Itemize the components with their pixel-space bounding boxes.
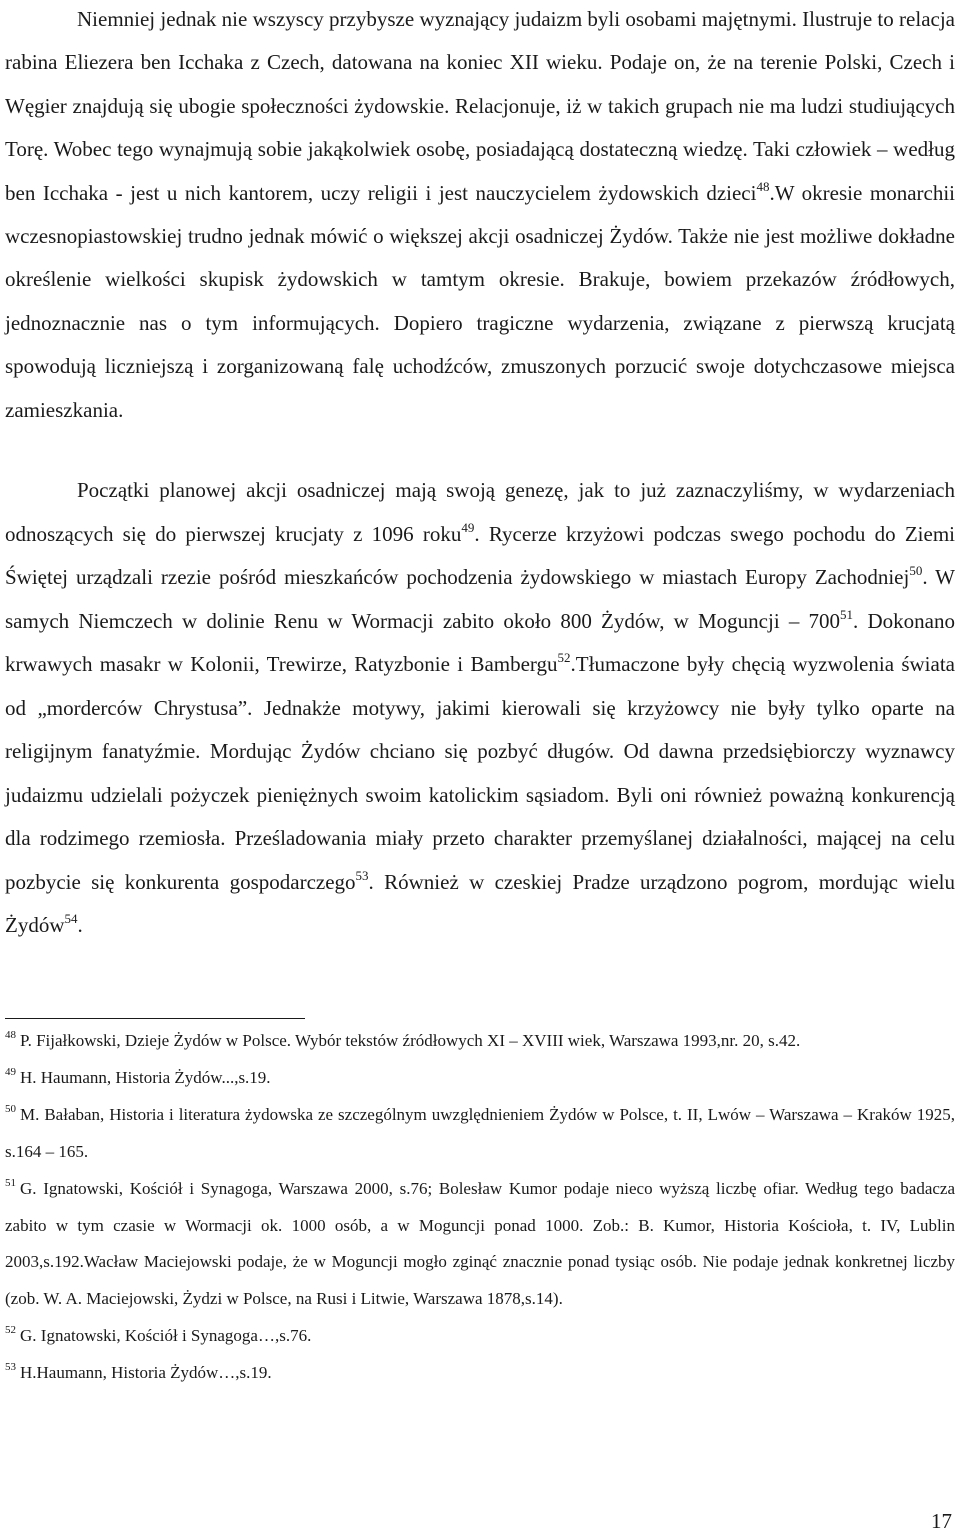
footnote-text: P. Fijałkowski, Dzieje Żydów w Polsce. Wybór tekstów źródłowych XI – XVIII wiek, Warszawa 1993,nr. 20, s.42. bbox=[20, 1031, 801, 1050]
footnote-number: 51 bbox=[5, 1176, 16, 1189]
footnote-reference[interactable]: 48 bbox=[756, 178, 770, 194]
footnote-text: G. Ignatowski, Kościół i Synagoga, Warszawa 2000, s.76; Bolesław Kumor podaje nieco wyższą liczbę ofiar. Według tego badacza zabito w tym czasie w Wormacji ok. 1000 osób, a w Moguncji ponad 1000. Zob.: B. Kumor, Historia Kościoła, t. IV, Lublin 2003,s.192.Wacław Maciejowski podaje, że w Moguncji mogło zginąć znacznie ponad tysiąc osób. Nie podaje jednak konkretnej liczby (zob. W. A. Maciejowski, Żydzi w Polsce, na Rusi i Litwie, Warszawa 1878,s.14). bbox=[5, 1178, 955, 1309]
footnote-text: H. Haumann, Historia Żydów...,s.19. bbox=[20, 1067, 271, 1087]
paragraph-text: . Również w czeskiej Pradze urządzono pogrom, mordując wielu Żydów bbox=[5, 869, 955, 937]
page-number: 17 bbox=[931, 1509, 952, 1533]
footnote-53 bbox=[5, 1355, 955, 1392]
footnote-reference[interactable]: 50 bbox=[909, 563, 923, 578]
footnote-number: 52 bbox=[5, 1324, 16, 1337]
footnote-text: M. Bałaban, Historia i literatura żydowska ze szczególnym uwzględnieniem Żydów w Polsce, t. II, Lwów – Warszawa – Kraków 1925, s.164 – 165. bbox=[5, 1104, 955, 1161]
footnote-number: 53 bbox=[5, 1361, 16, 1374]
footnote-separator bbox=[5, 1018, 305, 1019]
footnote-reference[interactable]: 49 bbox=[461, 519, 475, 535]
paragraph-text: . Rycerze krzyżowi podczas swego pochodu do Ziemi Świętej urządzali rzezie pośród mieszkańców pochodzenia żydowskiego w miastach Europy Zachodniej bbox=[5, 521, 955, 589]
body-paragraph-1 bbox=[5, 0, 955, 432]
footnote-reference[interactable]: 54 bbox=[64, 911, 78, 926]
body-paragraph-2 bbox=[5, 469, 955, 948]
footnotes bbox=[5, 1023, 955, 1392]
footnote-48 bbox=[5, 1023, 955, 1060]
paragraph-text: Początki planowej akcji osadniczej mają swoją genezę, jak to już zaznaczyliśmy, w wydarzeniach odnoszących się do pierwszej krucjaty z 1096 roku bbox=[5, 478, 955, 546]
footnote-number: 48 bbox=[5, 1029, 16, 1041]
footnote-52 bbox=[5, 1318, 955, 1355]
footnote-reference[interactable]: 53 bbox=[355, 867, 369, 883]
footnote-49 bbox=[5, 1060, 955, 1097]
paragraph-text: Niemniej jednak nie wszyscy przybysze wyznający judaizm byli osobami majętnymi. Ilustruje to relacja rabina Eliezera ben Icchaka z Czech, datowana na koniec XII wieku. Podaje on, że na terenie Polski, Czech i Węgier znajdują się ubogie społeczności żydowskie. Relacjonuje, iż w takich grupach nie ma ludzi studiujących Torę. Wobec tego wynajmują sobie jakąkolwiek osobę, posiadającą dostateczną wiedzę. Taki człowiek – według ben Icchaka - jest u nich kantorem, uczy religii i jest nauczycielem żydowskich dzieci bbox=[5, 7, 955, 205]
paragraph-text: . W samych Niemczech w dolinie Renu w Wormacji zabito około 800 Żydów, w Moguncji – 700 bbox=[5, 565, 955, 633]
footnote-reference[interactable]: 51 bbox=[840, 606, 854, 622]
paragraph-text: . Dokonano krwawych masakr w Kolonii, Trewirze, Ratyzbonie i Bambergu bbox=[5, 608, 955, 676]
footnote-50 bbox=[5, 1097, 955, 1171]
footnote-reference[interactable]: 52 bbox=[557, 650, 571, 665]
paragraph-text: .Tłumaczone były chęcią wyzwolenia świata od „morderców Chrystusa”. Jednakże motywy, jakimi kierowali się krzyżowcy nie były tylko oparte na religijnym fanatyźmie. Mordując Żydów chciano się pozbyć długów. Od dawna przedsiębiorczy wyznawcy judaizmu udzielali pożyczek pieniężnych swoim katolickim sąsiadom. Byli oni również poważną konkurencją dla rodzimego rzemiosła. Prześladowania miały przeto charakter przemyślanej działalności, mającej na celu pozbycie się konkurenta gospodarczego bbox=[5, 652, 955, 894]
footnote-51 bbox=[5, 1171, 955, 1319]
paragraph-text: .W okresie monarchii wczesnopiastowskiej trudno jednak mówić o większej akcji osadniczej Żydów. Także nie jest możliwe dokładne określenie wielkości skupisk żydowskich w tamtym okresie. Brakuje, bowiem przekazów źródłowych, jednoznacznie nas o tym informujących. Dopiero tragiczne wydarzenia, związane z pierwszą krucjatą spowodują liczniejszą i zorganizowaną falę uchodźców, zmuszonych porzucić swoje dotychczasowe miejsca zamieszkania. bbox=[5, 180, 955, 422]
footnote-text: G. Ignatowski, Kościół i Synagoga…,s.76. bbox=[20, 1326, 312, 1346]
footnote-number: 49 bbox=[5, 1065, 16, 1078]
footnote-text: H.Haumann, Historia Żydów…,s.19. bbox=[20, 1363, 272, 1383]
footnote-number: 50 bbox=[5, 1102, 16, 1115]
paragraph-text: . bbox=[77, 913, 83, 937]
